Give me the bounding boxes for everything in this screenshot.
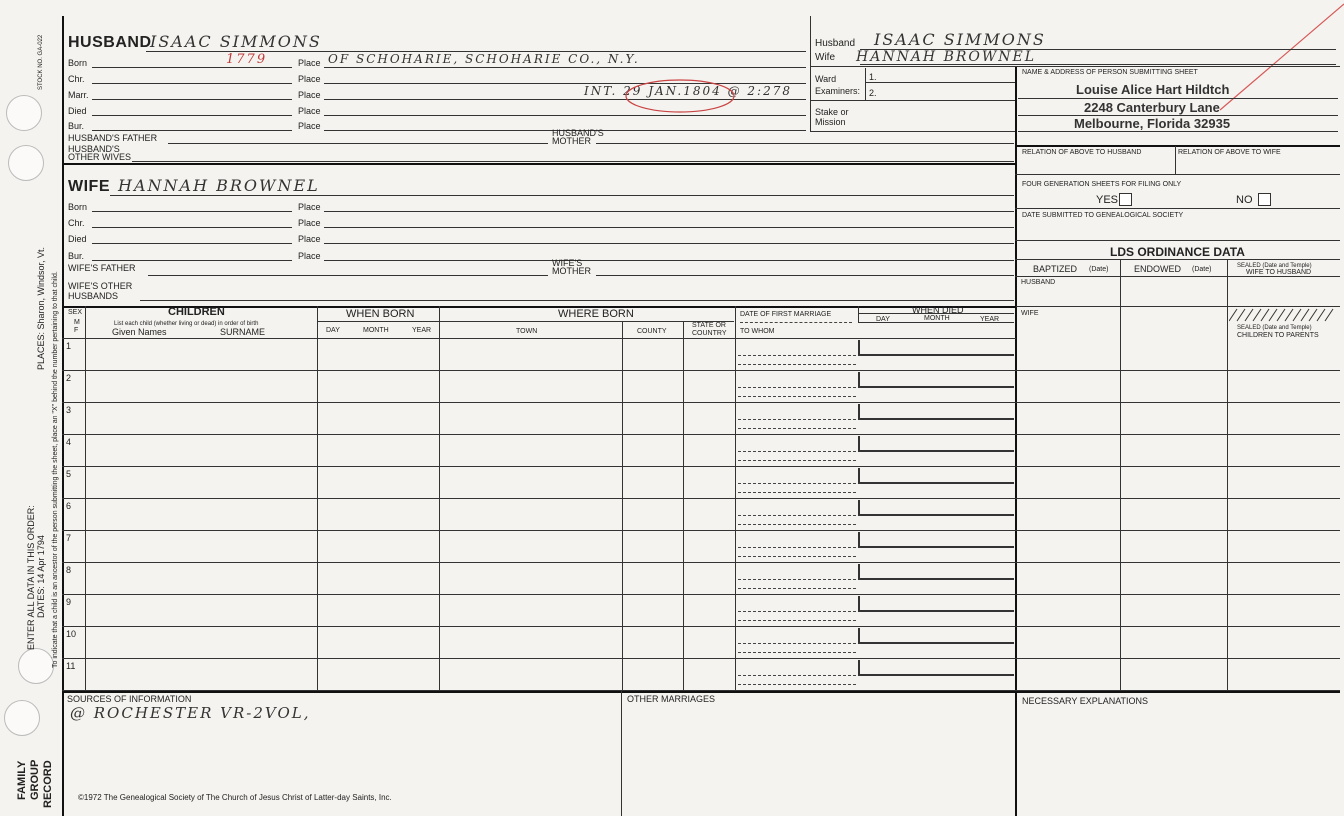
child-died-divider [858,404,860,418]
endowed-label: ENDOWED [1134,264,1181,274]
lds-husband-line [1015,306,1340,307]
ward-divider [865,68,866,100]
husband-died-place-label: Place [298,106,321,116]
child-marriage-dash [738,515,856,516]
husband-died-line [92,115,292,116]
sources-label: SOURCES OF INFORMATION [67,694,192,704]
mission-label: Mission [815,117,846,127]
first-marriage-label: DATE OF FIRST MARRIAGE [740,311,832,318]
given-names-label: Given Names [112,327,167,337]
child-marriage-dash [738,652,856,653]
sealed-w2h-label-2: WIFE TO HUSBAND [1246,269,1312,276]
county-label: COUNTY [637,328,667,335]
child-died-divider [858,628,860,642]
child-died-line [858,514,1014,516]
child-died-divider [858,372,860,386]
husband-chr-place-label: Place [298,74,321,84]
wife-mother-label-2: MOTHER [552,266,591,276]
born-year-label: YEAR [412,327,432,334]
other-marriages-label: OTHER MARRIAGES [627,694,716,704]
husband-bur-place-label: Place [298,121,321,131]
wife-chr-place-line [324,227,1014,228]
punch-hole [18,648,54,684]
sealed-c2p-label-2: CHILDREN TO PARENTS [1237,332,1319,339]
right-wife-value: HANNAH BROWNEL [856,49,1037,65]
child-died-line [858,450,1014,452]
child-died-line [858,642,1014,644]
child-row-line [62,402,1340,403]
husband-mother-label: HUSBAND'S MOTHER [552,128,604,146]
husband-bur-label: Bur. [68,121,85,131]
wife-died-line [92,243,292,244]
ward-label: Ward [815,74,837,84]
endowed-date-label: (Date) [1192,266,1212,273]
necessary-explanations-label: NECESSARY EXPLANATIONS [1022,696,1149,706]
wife-name-line [110,195,1014,196]
child-row-number: 4 [66,437,72,447]
wife-other-husbands-line [140,300,1014,301]
baptized-date-label: (Date) [1089,266,1109,273]
lds-title-line [1015,259,1340,260]
child-marriage-dash [738,387,856,388]
yes-checkbox[interactable] [1119,193,1132,206]
sex-f: F [74,327,79,334]
stake-bottom-line [810,131,1015,132]
child-marriage-dash [738,460,856,461]
stake-label: Stake or [815,107,849,117]
child-died-line [858,354,1014,356]
child-died-line [858,482,1014,484]
husband-father-label: HUSBAND'S FATHER [68,133,158,143]
col-county-divider [683,321,684,691]
relation-top-line [1015,145,1340,147]
ancestor-instruction: To indicate that a child is an ancestor of the person submitting the sheet, place an "X" behind the number pertaining to that child. [52,271,59,668]
yes-label: YES [1096,194,1119,206]
sex-m: M [74,319,80,326]
husband-died-place-line [324,115,806,116]
child-row-number: 11 [66,661,76,671]
wife-died-label: Died [68,234,87,244]
child-died-divider [858,660,860,674]
child-died-divider [858,564,860,578]
submitter-line-3 [1018,131,1338,132]
child-row-number: 8 [66,565,72,575]
lds-header-line [1015,276,1340,277]
examiner-2: 2. [869,88,877,98]
copyright-notice: ©1972 The Genealogical Society of The Church of Jesus Christ of Latter-day Saints, Inc. [78,793,392,802]
child-marriage-dash [738,611,856,612]
submitter-label: NAME & ADDRESS OF PERSON SUBMITTING SHEET [1022,69,1198,76]
col-town-divider [622,321,623,691]
child-row-number: 9 [66,597,72,607]
child-row-number: 3 [66,405,72,415]
submitter-name: Louise Alice Hart Hildtch [1076,82,1230,97]
family-label: FAMILY [16,760,28,800]
lds-title: LDS ORDINANCE DATA [1110,245,1245,259]
punch-hole [6,95,42,131]
sex-label: SEX [68,309,83,316]
wife-bur-place-label: Place [298,251,321,261]
wife-born-label: Born [68,202,88,212]
child-died-line [858,610,1014,612]
child-died-line [858,418,1014,420]
frame-right-col [1015,66,1017,816]
child-marriage-dash [738,524,856,525]
died-header-divider [858,306,859,322]
husband-born-place-line [324,67,806,68]
source-entry: @ ROCHESTER VR-2VOL, [70,704,311,722]
child-marriage-dash [738,579,856,580]
wife-died-place-line [324,243,1014,244]
child-row-line [62,626,1340,627]
right-husband-value: ISAAC SIMMONS [874,30,1046,49]
relation-bottom-line [1015,174,1340,175]
four-gen-label: FOUR GENERATION SHEETS FOR FILING ONLY [1022,181,1182,188]
sealed-w2h-label-1: SEALED (Date and Temple) [1237,263,1312,269]
husband-father-line [168,143,548,144]
examiner-1-line [865,82,1015,83]
child-died-line [858,546,1014,548]
places-note: PLACES: Sharon, Windsor, Vt. [36,246,46,370]
wife-chr-line [92,227,292,228]
children-bottom-line [62,691,1340,693]
wife-name: HANNAH BROWNEL [118,176,320,195]
sealed-c2p-label-1: SEALED (Date and Temple) [1237,325,1312,331]
child-row-number: 10 [66,629,77,639]
submitter-street: 2248 Canterbury Lane [1084,100,1220,115]
lds-husband-row: HUSBAND [1021,279,1056,286]
husband-born-line [92,67,292,68]
wife-mother-label-1: WIFE'S [552,258,583,268]
died-month-label: MONTH [924,315,950,322]
child-marriage-dash [738,428,856,429]
red-slash-mark [1200,0,1344,120]
child-died-divider [858,532,860,546]
child-row-number: 6 [66,501,72,511]
wife-died-place-label: Place [298,234,321,244]
husband-born-label: Born [68,58,88,68]
wife-bur-place-line [324,260,1014,261]
wife-born-place-line [324,211,1014,212]
child-row-number: 7 [66,533,72,543]
child-row-line [62,466,1340,467]
husband-born-year: 1779 [226,52,268,67]
born-month-label: MONTH [363,327,389,334]
died-header-line [858,313,1014,314]
wife-born-line [92,211,292,212]
husband-died-label: Died [68,106,87,116]
child-marriage-dash [738,675,856,676]
child-died-divider [858,500,860,514]
child-row-line [62,562,1340,563]
children-heading: CHILDREN [168,306,225,318]
child-died-line [858,578,1014,580]
husband-heading: HUSBAND [68,34,152,51]
husband-other-wives-label-1: HUSBAND'S [68,144,120,154]
hatched-block [1229,308,1339,322]
stock-number: STOCK NO. GA-022 [38,34,44,90]
to-whom-label: TO WHOM [740,328,775,335]
child-marriage-dash [738,451,856,452]
husband-other-wives-label-2: OTHER WIVES [68,152,132,162]
right-wife-label: Wife [815,52,835,63]
child-died-divider [858,596,860,610]
red-circle-mark [620,76,740,118]
when-born-subline [317,321,734,322]
divider-top [810,16,811,132]
child-died-line [858,386,1014,388]
wife-mother-line [596,275,1014,276]
child-row-number: 5 [66,469,72,479]
right-husband-label: Husband [815,38,856,49]
husband-bur-line [92,130,292,131]
child-died-divider [858,436,860,450]
children-instruction: List each child (whether living or dead) in order of birth [114,321,259,327]
child-died-line [858,674,1014,676]
child-row-number: 2 [66,373,72,383]
husband-born-place-label: Place [298,58,321,68]
wife-bur-label: Bur. [68,251,85,261]
when-born-label: WHEN BORN [346,308,415,320]
wife-chr-label: Chr. [68,218,85,228]
record-label: RECORD [42,760,54,808]
baptized-label: BAPTIZED [1033,264,1078,274]
husband-chr-label: Chr. [68,74,85,84]
child-marriage-dash [738,364,856,365]
when-died-label: WHEN DIED [912,305,964,315]
died-day-label: DAY [876,316,890,323]
wife-father-label: WIFE'S FATHER [68,263,136,273]
group-label: GROUP [29,759,41,800]
child-marriage-dash [738,355,856,356]
right-top-divider [810,66,1340,67]
child-marriage-dash [738,547,856,548]
examiner-1: 1. [869,72,877,82]
child-marriage-dash [738,483,856,484]
section-divider [62,163,1016,165]
marriage-intention-note: INT. 29 JAN.1804 @ 2:278 [584,84,792,98]
wife-other-husbands-label-1: WIFE'S OTHER [68,281,133,291]
dates-note: DATES: 14 Apr 1794 [36,535,46,618]
state-label-2: COUNTRY [692,330,727,337]
punch-hole [8,145,44,181]
husband-name: ISAAC SIMMONS [150,32,322,51]
wife-father-line [148,275,548,276]
child-marriage-dash [738,556,856,557]
lds-wife-row: WIFE [1021,310,1039,317]
wife-bur-line [92,260,292,261]
no-checkbox[interactable] [1258,193,1271,206]
footer-divider [621,691,622,816]
husband-marr-place-label: Place [298,90,321,100]
child-died-divider [858,468,860,482]
examiners-label: Examiners: [815,86,861,96]
punch-hole [4,700,40,736]
wife-born-place-label: Place [298,202,321,212]
child-row-line [62,434,1340,435]
submitter-line-1 [1018,98,1338,99]
husband-mother-line [596,143,1014,144]
child-row-line [62,370,1340,371]
child-row-number: 1 [66,341,72,351]
state-label-1: STATE OR [692,322,726,329]
enter-all-order: ENTER ALL DATA IN THIS ORDER: [26,505,36,650]
husband-born-place: OF SCHOHARIE, SCHOHARIE CO., N.Y. [328,52,640,66]
relation-husband-label: RELATION OF ABOVE TO HUSBAND [1022,149,1142,156]
submitter-city: Melbourne, Florida 32935 [1074,116,1231,131]
husband-marr-line [92,99,292,100]
surname-label: SURNAME [220,327,266,337]
date-submitted-bottom-line [1015,240,1340,241]
child-died-divider [858,340,860,354]
date-submitted-label: DATE SUBMITTED TO GENEALOGICAL SOCIETY [1022,212,1184,219]
husband-marr-label: Marr. [68,90,89,100]
died-header-line-2 [858,322,1014,323]
examiners-bottom-line [810,100,1015,101]
child-row-line [62,498,1340,499]
born-day-label: DAY [326,327,340,334]
child-marriage-dash [738,684,856,685]
four-gen-bottom-line [1015,208,1340,209]
child-marriage-dash [738,588,856,589]
wife-heading: WIFE [68,178,110,195]
town-label: TOWN [516,328,538,335]
child-marriage-dash [738,620,856,621]
relation-wife-label: RELATION OF ABOVE TO WIFE [1178,149,1281,156]
frame-left [62,16,64,816]
husband-chr-line [92,83,292,84]
died-year-label: YEAR [980,316,1000,323]
where-born-label: WHERE BORN [558,308,634,320]
husband-other-wives-line [132,161,1014,162]
child-marriage-dash [738,643,856,644]
child-row-line [62,530,1340,531]
child-marriage-dash [738,419,856,420]
relation-divider [1175,146,1176,174]
wife-other-husbands-label-2: HUSBANDS [68,291,119,301]
child-row-line [62,594,1340,595]
first-marriage-dash [740,322,852,323]
children-header-bottom [62,338,1016,339]
wife-chr-place-label: Place [298,218,321,228]
child-marriage-dash [738,492,856,493]
no-label: NO [1236,194,1253,206]
child-marriage-dash [738,396,856,397]
child-row-line [62,658,1340,659]
